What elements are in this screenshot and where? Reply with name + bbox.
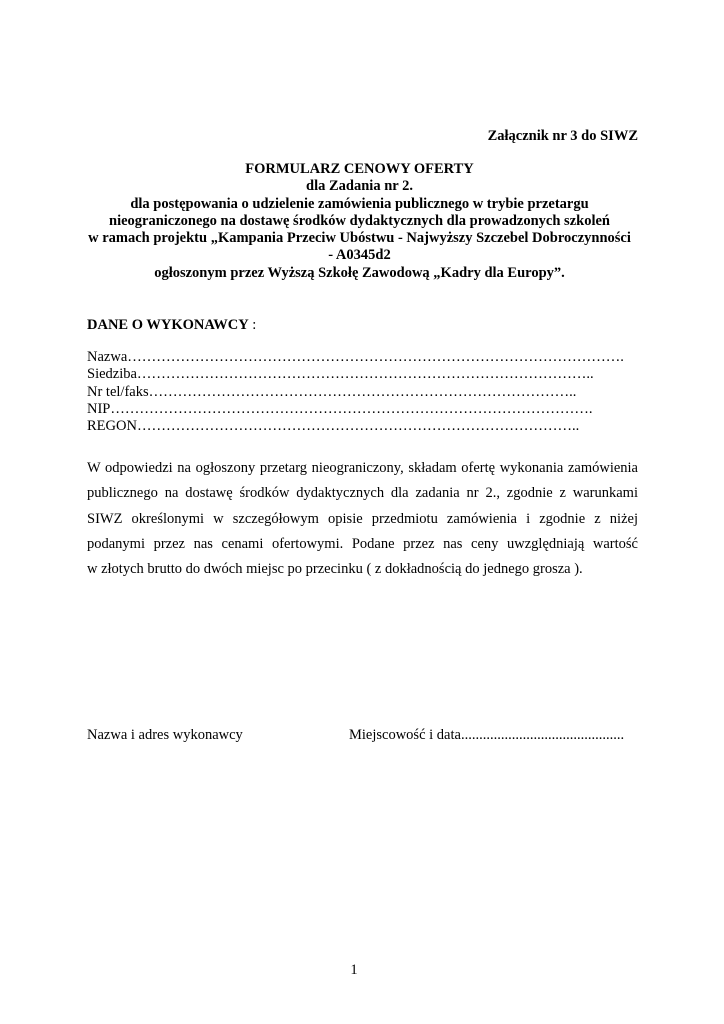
- place-date-label: Miejscowość i data.............................................: [349, 727, 625, 743]
- page-number: 1: [350, 962, 358, 978]
- statement-line: SIWZ określonymi w szczegółowym opisie przedmiotu zamówienia i zgodnie z niżej: [87, 510, 638, 527]
- statement-line: w złotych brutto do dwóch miejsc po przecinku ( z dokładnością do jednego grosza ).: [87, 561, 583, 578]
- contractor-fields: [87, 349, 647, 435]
- form-title: FORMULARZ CENOWY OFERTY: [245, 161, 474, 177]
- statement-line: W odpowiedzi na ogłoszony przetarg nieograniczony, składam ofertę wykonania zamówienia: [87, 460, 638, 476]
- header-line: nieograniczonego na dostawę środków dydaktycznych dla prowadzonych szkoleń: [109, 212, 610, 229]
- field-nip: NIP……………………………………………………………………………………….: [87, 400, 593, 417]
- field-phone-fax: Nr tel/faks……………………………………………………………………………..: [87, 383, 577, 400]
- statement-line: publicznego na dostawę środków dydaktycznych dla zadania nr 2., zgodnie z warunkami: [87, 485, 638, 502]
- contractor-heading-suffix: :: [248, 317, 257, 333]
- annex-label: Załącznik nr 3 do SIWZ: [487, 128, 638, 144]
- contractor-name-address-label: Nazwa i adres wykonawcy: [87, 727, 243, 743]
- header-line: ogłoszonym przez Wyższą Szkołę Zawodową „Kadry dla Europy”.: [154, 264, 565, 281]
- header-line: w ramach projektu „Kampania Przeciw Ubóstwu - Najwyższy Szczebel Dobroczynności: [88, 230, 631, 247]
- statement-line: podanymi przez nas cenami ofertowymi. Podane przez nas ceny uwzględniają wartość: [87, 535, 638, 552]
- form-header: [72, 161, 647, 282]
- contractor-heading-text: DANE O WYKONAWCY: [87, 317, 249, 333]
- field-regon: REGON………………………………………………………………………………..: [87, 418, 580, 435]
- task-label: dla Zadania nr 2.: [306, 178, 413, 195]
- header-line: - A0345d2: [328, 247, 391, 264]
- header-line: dla postępowania o udzielenie zamówienia publicznego w trybie przetargu: [130, 195, 589, 212]
- contractor-heading: [87, 316, 256, 334]
- field-seat: Siedziba…………………………………………………………………………………..: [87, 366, 594, 383]
- offer-statement: [87, 456, 638, 582]
- field-name: Nazwa………………………………………………………………………………………….: [87, 349, 624, 365]
